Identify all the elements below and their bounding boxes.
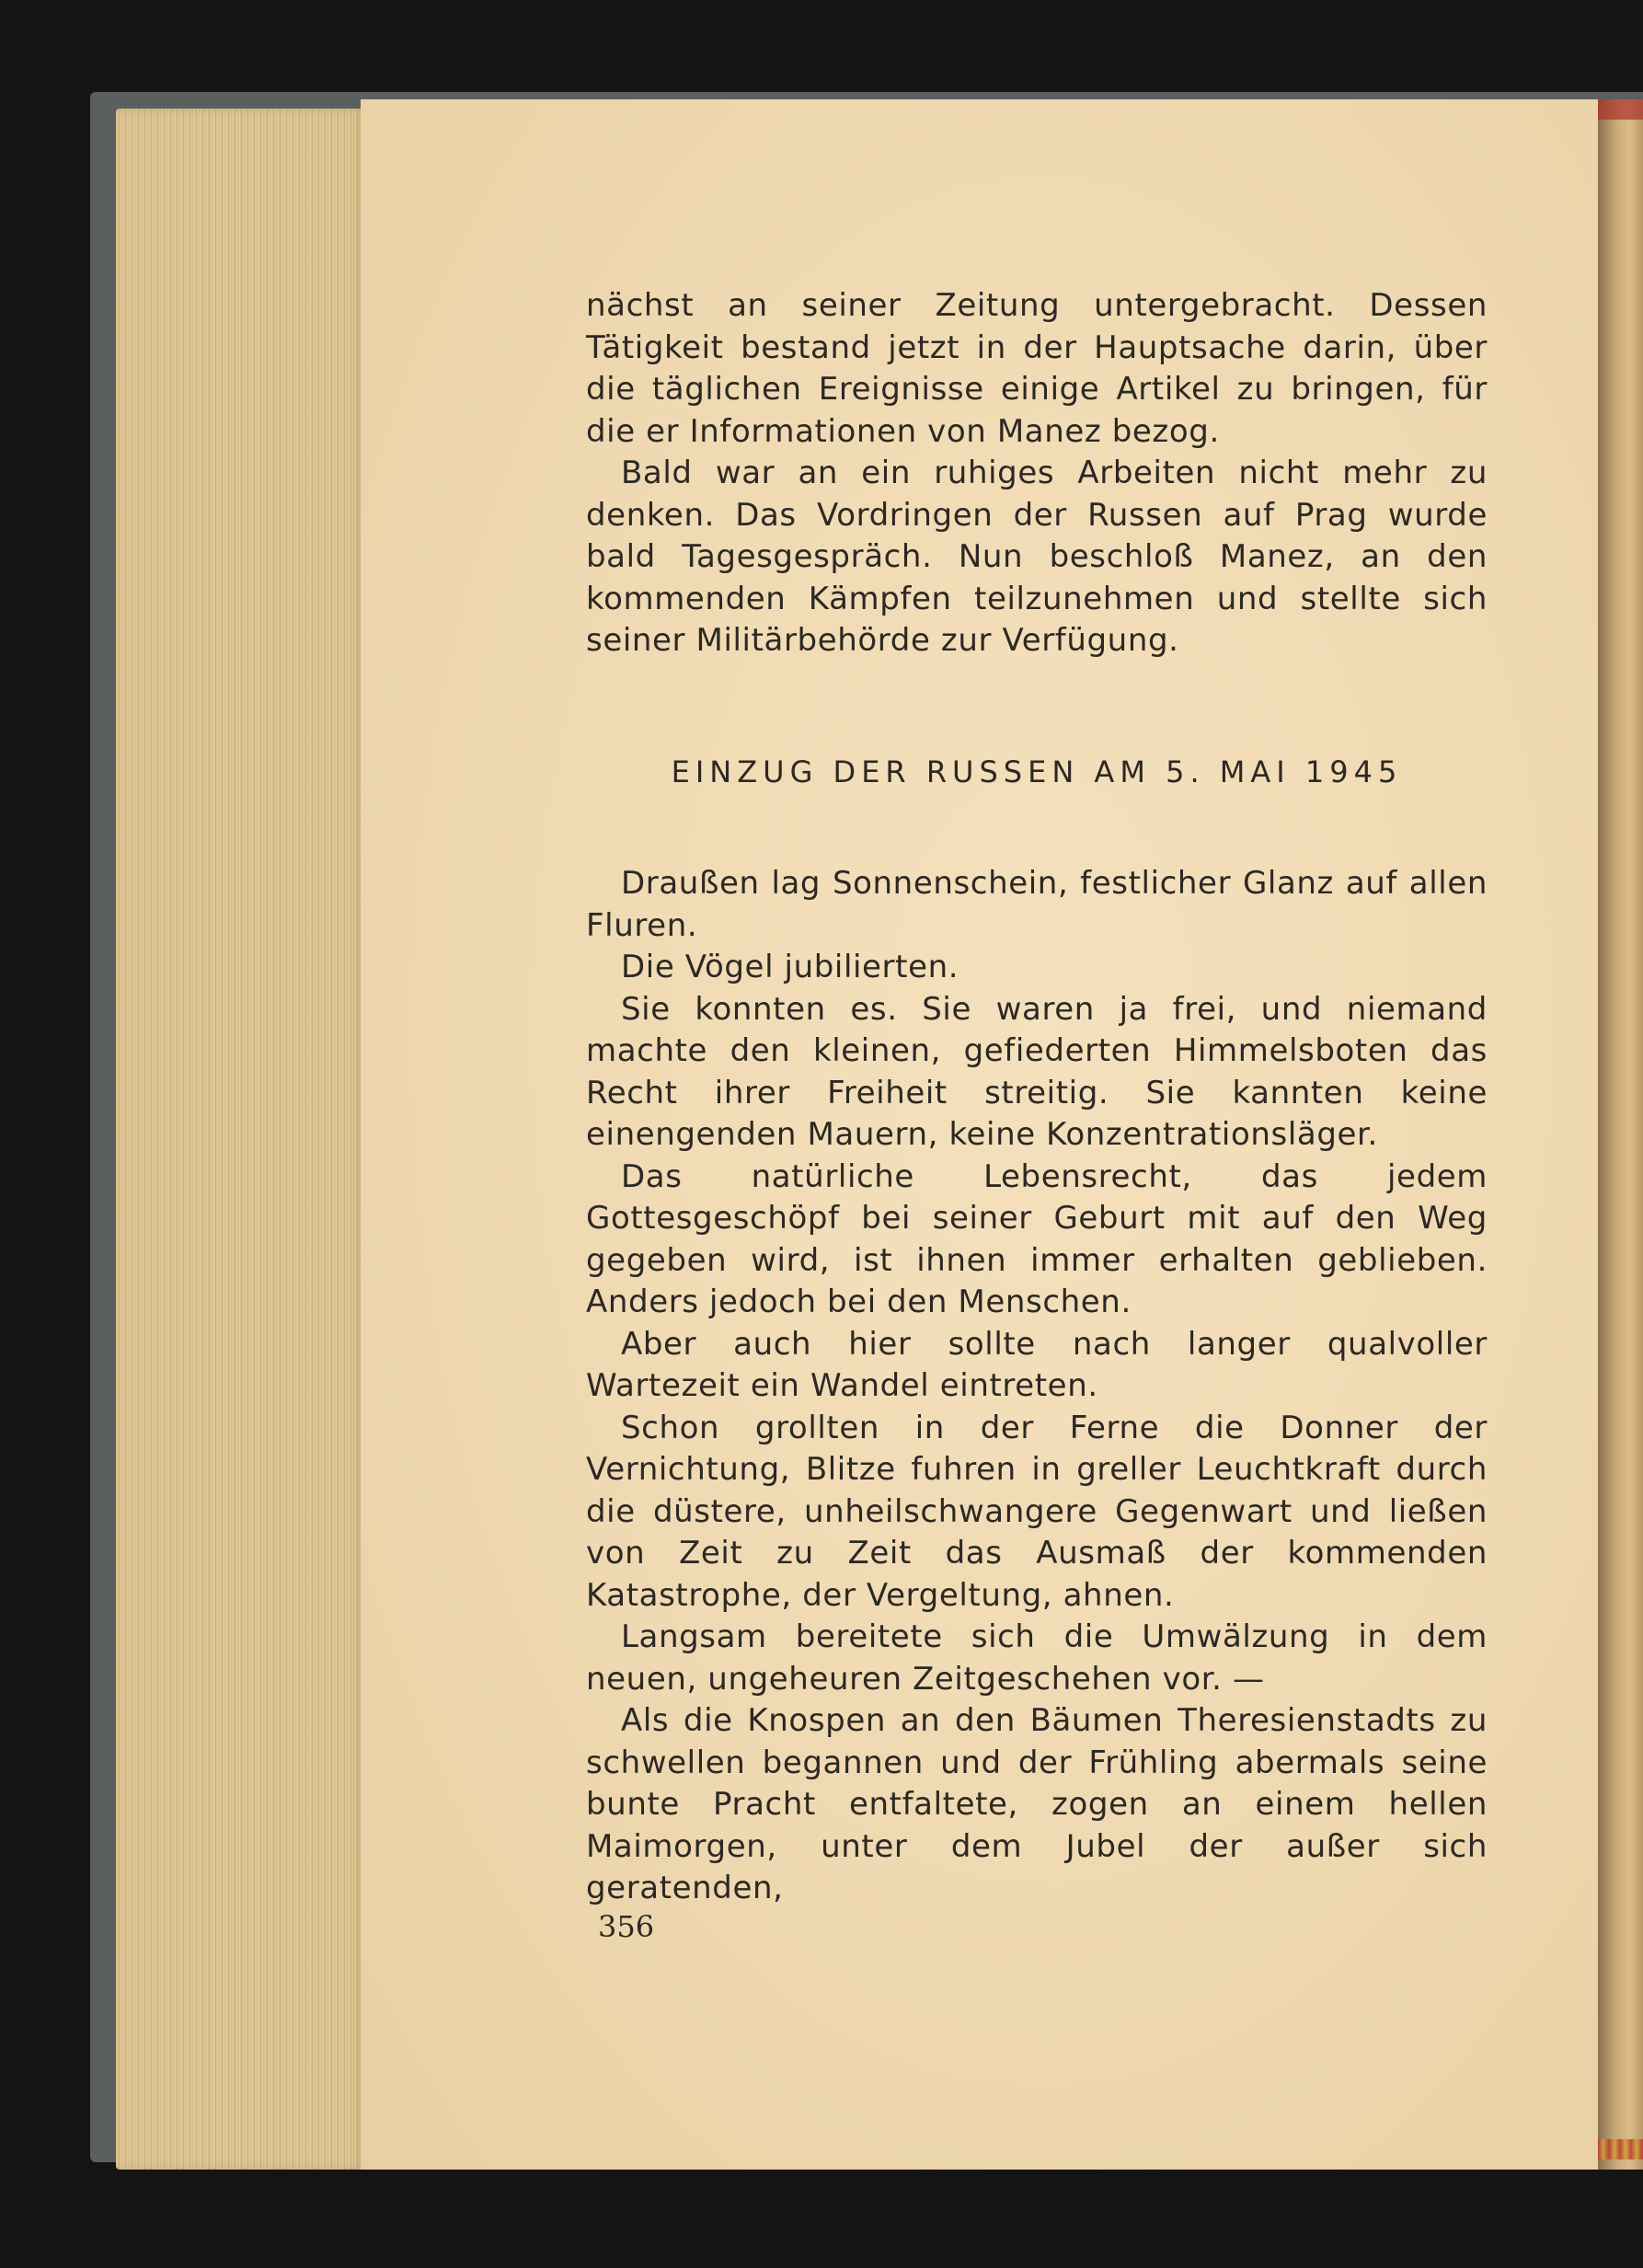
page-number: 356 <box>598 1909 655 1944</box>
paragraph: Aber auch hier sollte nach langer qualvoller Wartezeit ein Wandel eintreten. <box>586 1325 1488 1404</box>
text-section-1 <box>586 285 1488 662</box>
gutter-headband-top <box>1598 99 1643 120</box>
paragraph: Bald war an ein ruhiges Arbeiten nicht mehr zu denken. Das Vordringen der Russen auf Prag wurde bald Tagesgespräch. Nun beschloß Manez, an den kommenden Kämpfen teilzunehmen und stellte sich seiner Militärbehörde zur Verfügung. <box>586 455 1488 659</box>
page-edges <box>116 109 364 2170</box>
paragraph: Sie konnten es. Sie waren ja frei, und niemand machte den kleinen, gefiederten Himmelsboten das Recht ihrer Freiheit streitig. Sie kannten keine einengenden Mauern, keine Konzentrationsläger. <box>586 990 1488 1153</box>
gutter-headband-bottom <box>1598 2139 1643 2159</box>
text-section-2 <box>586 863 1488 1910</box>
paragraph: Schon grollten in der Ferne die Donner der Vernichtung, Blitze fuhren in greller Leuchtkraft durch die düstere, unheilschwangere Gegenwart und ließen von Zeit zu Zeit das Ausmaß der kommenden Katastrophe, der Vergeltung, ahnen. <box>586 1409 1488 1614</box>
paragraph: Das natürliche Lebensrecht, das jedem Gottesgeschöpf bei seiner Geburt mit auf den Weg gegeben wird, ist ihnen immer erhalten geblieben. Anders jedoch bei den Menschen. <box>586 1157 1488 1320</box>
paragraph: Die Vögel jubilierten. <box>621 949 959 985</box>
paragraph: Draußen lag Sonnenschein, festlicher Glanz auf allen Fluren. <box>586 865 1488 944</box>
paragraph: nächst an seiner Zeitung untergebracht. Dessen Tätigkeit bestand jetzt in der Hauptsache darin, über die täglichen Ereignisse einige Artikel zu bringen, für die er Informationen von Manez bezog. <box>586 287 1488 450</box>
section-heading: EINZUG DER RUSSEN AM 5. MAI 1945 <box>671 754 1403 789</box>
paragraph: Als die Knospen an den Bäumen Theresienstadts zu schwellen begannen und der Frühling abermals seine bunte Pracht entfaltete, zogen an einem hellen Maimorgen, unter dem Jubel der außer sich geratenden, <box>586 1702 1488 1906</box>
book-gutter <box>1598 99 1643 2170</box>
paragraph: Langsam bereitete sich die Umwälzung in dem neuen, ungeheuren Zeitgeschehen vor. — <box>586 1618 1488 1698</box>
